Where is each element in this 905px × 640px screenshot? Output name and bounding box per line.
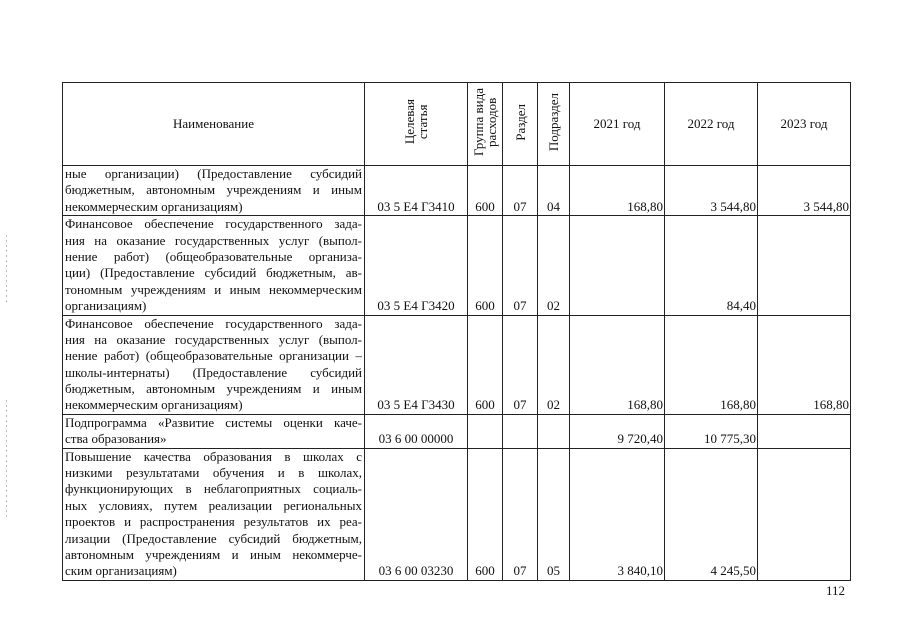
cell-2021: 9 720,40 xyxy=(570,414,665,448)
name-line: ных условиях, путем реализации региональных xyxy=(65,497,362,513)
name-line: ским организациям) xyxy=(65,563,177,579)
cell-target-article: 03 5 Е4 Г3410 xyxy=(365,166,468,216)
cell-name xyxy=(63,448,365,580)
table-row xyxy=(63,166,851,216)
name-line: школы-интернаты) (Предоставление субсидий xyxy=(65,364,362,380)
cell-expense-group xyxy=(468,414,503,448)
name-line: ства образования» xyxy=(65,431,167,447)
cell-section xyxy=(503,414,538,448)
budget-table xyxy=(62,82,851,581)
name-line: бюджетным, автономным учреждениям и иным xyxy=(65,381,362,397)
cell-subsection: 02 xyxy=(538,315,570,414)
cell-expense-group: 600 xyxy=(468,315,503,414)
cell-2021: 3 840,10 xyxy=(570,448,665,580)
header-subsection: Подраздел xyxy=(538,83,570,166)
page-number: 112 xyxy=(825,583,845,598)
table-row xyxy=(63,414,851,448)
cell-2021: 168,80 xyxy=(570,315,665,414)
name-line: организациям) xyxy=(65,298,147,314)
name-line: бюджетным, автономным учреждениям и иным xyxy=(65,182,362,198)
name-line: нение работ) (общеобразовательные организации – xyxy=(65,348,362,364)
name-line: тономным учреждениям и иным некоммерческим xyxy=(65,281,362,297)
cell-2023 xyxy=(758,414,851,448)
cell-target-article: 03 6 00 00000 xyxy=(365,414,468,448)
header-target-article: Целевая статья xyxy=(365,83,468,166)
cell-2022: 168,80 xyxy=(665,315,758,414)
name-line: низкими результатами обучения и в школах, xyxy=(65,465,362,481)
cell-expense-group: 600 xyxy=(468,216,503,315)
cell-2023: 3 544,80 xyxy=(758,166,851,216)
scan-artifact xyxy=(6,400,7,520)
cell-expense-group: 600 xyxy=(468,166,503,216)
cell-2022: 10 775,30 xyxy=(665,414,758,448)
table-row xyxy=(63,448,851,580)
table-header-row xyxy=(63,83,851,166)
name-line: нение работ) (общеобразовательные организа- xyxy=(65,248,362,264)
cell-2023 xyxy=(758,216,851,315)
cell-section: 07 xyxy=(503,166,538,216)
header-expense-group: Группа вида расходов xyxy=(468,83,503,166)
cell-2021 xyxy=(570,216,665,315)
header-2022: 2022 год xyxy=(665,83,758,166)
name-line: Финансовое обеспечение государственного зада- xyxy=(65,216,362,232)
name-line: лизации (Предоставление субсидий бюджетным, xyxy=(65,530,362,546)
name-line: ции) (Предоставление субсидий бюджетным, ав- xyxy=(65,265,362,281)
cell-name xyxy=(63,166,365,216)
cell-2021: 168,80 xyxy=(570,166,665,216)
header-2021: 2021 год xyxy=(570,83,665,166)
cell-section: 07 xyxy=(503,315,538,414)
cell-target-article: 03 6 00 03230 xyxy=(365,448,468,580)
name-line: Подпрограмма «Развитие системы оценки каче- xyxy=(65,414,362,430)
cell-section: 07 xyxy=(503,216,538,315)
name-line: функционирующих в неблагоприятных социаль- xyxy=(65,481,362,497)
name-line: ния на оказание государственных услуг (выпол- xyxy=(65,331,362,347)
cell-2022: 3 544,80 xyxy=(665,166,758,216)
cell-2023: 168,80 xyxy=(758,315,851,414)
header-name: Наименование xyxy=(63,83,365,166)
cell-subsection: 04 xyxy=(538,166,570,216)
cell-name xyxy=(63,216,365,315)
name-line: автономным учреждениям и иным некоммерче- xyxy=(65,546,362,562)
cell-2023 xyxy=(758,448,851,580)
name-line: Финансовое обеспечение государственного зада- xyxy=(65,315,362,331)
cell-subsection: 05 xyxy=(538,448,570,580)
header-2023: 2023 год xyxy=(758,83,851,166)
name-line: некоммерческим организациям) xyxy=(65,397,243,413)
name-line: ния на оказание государственных услуг (выпол- xyxy=(65,232,362,248)
name-line: некоммерческим организациям) xyxy=(65,198,243,214)
cell-2022: 4 245,50 xyxy=(665,448,758,580)
cell-2022: 84,40 xyxy=(665,216,758,315)
cell-target-article: 03 5 Е4 Г3420 xyxy=(365,216,468,315)
cell-subsection: 02 xyxy=(538,216,570,315)
cell-name xyxy=(63,414,365,448)
name-line: ные организации) (Предоставление субсидий xyxy=(65,166,362,181)
scan-artifact xyxy=(6,235,7,305)
cell-target-article: 03 5 Е4 Г3430 xyxy=(365,315,468,414)
cell-section: 07 xyxy=(503,448,538,580)
header-section: Раздел xyxy=(503,83,538,166)
name-line: проектов и распространения результатов их реа- xyxy=(65,514,362,530)
name-line: Повышение качества образования в школах с xyxy=(65,448,362,464)
cell-subsection xyxy=(538,414,570,448)
table-row xyxy=(63,315,851,414)
cell-name xyxy=(63,315,365,414)
table-row xyxy=(63,216,851,315)
cell-expense-group: 600 xyxy=(468,448,503,580)
